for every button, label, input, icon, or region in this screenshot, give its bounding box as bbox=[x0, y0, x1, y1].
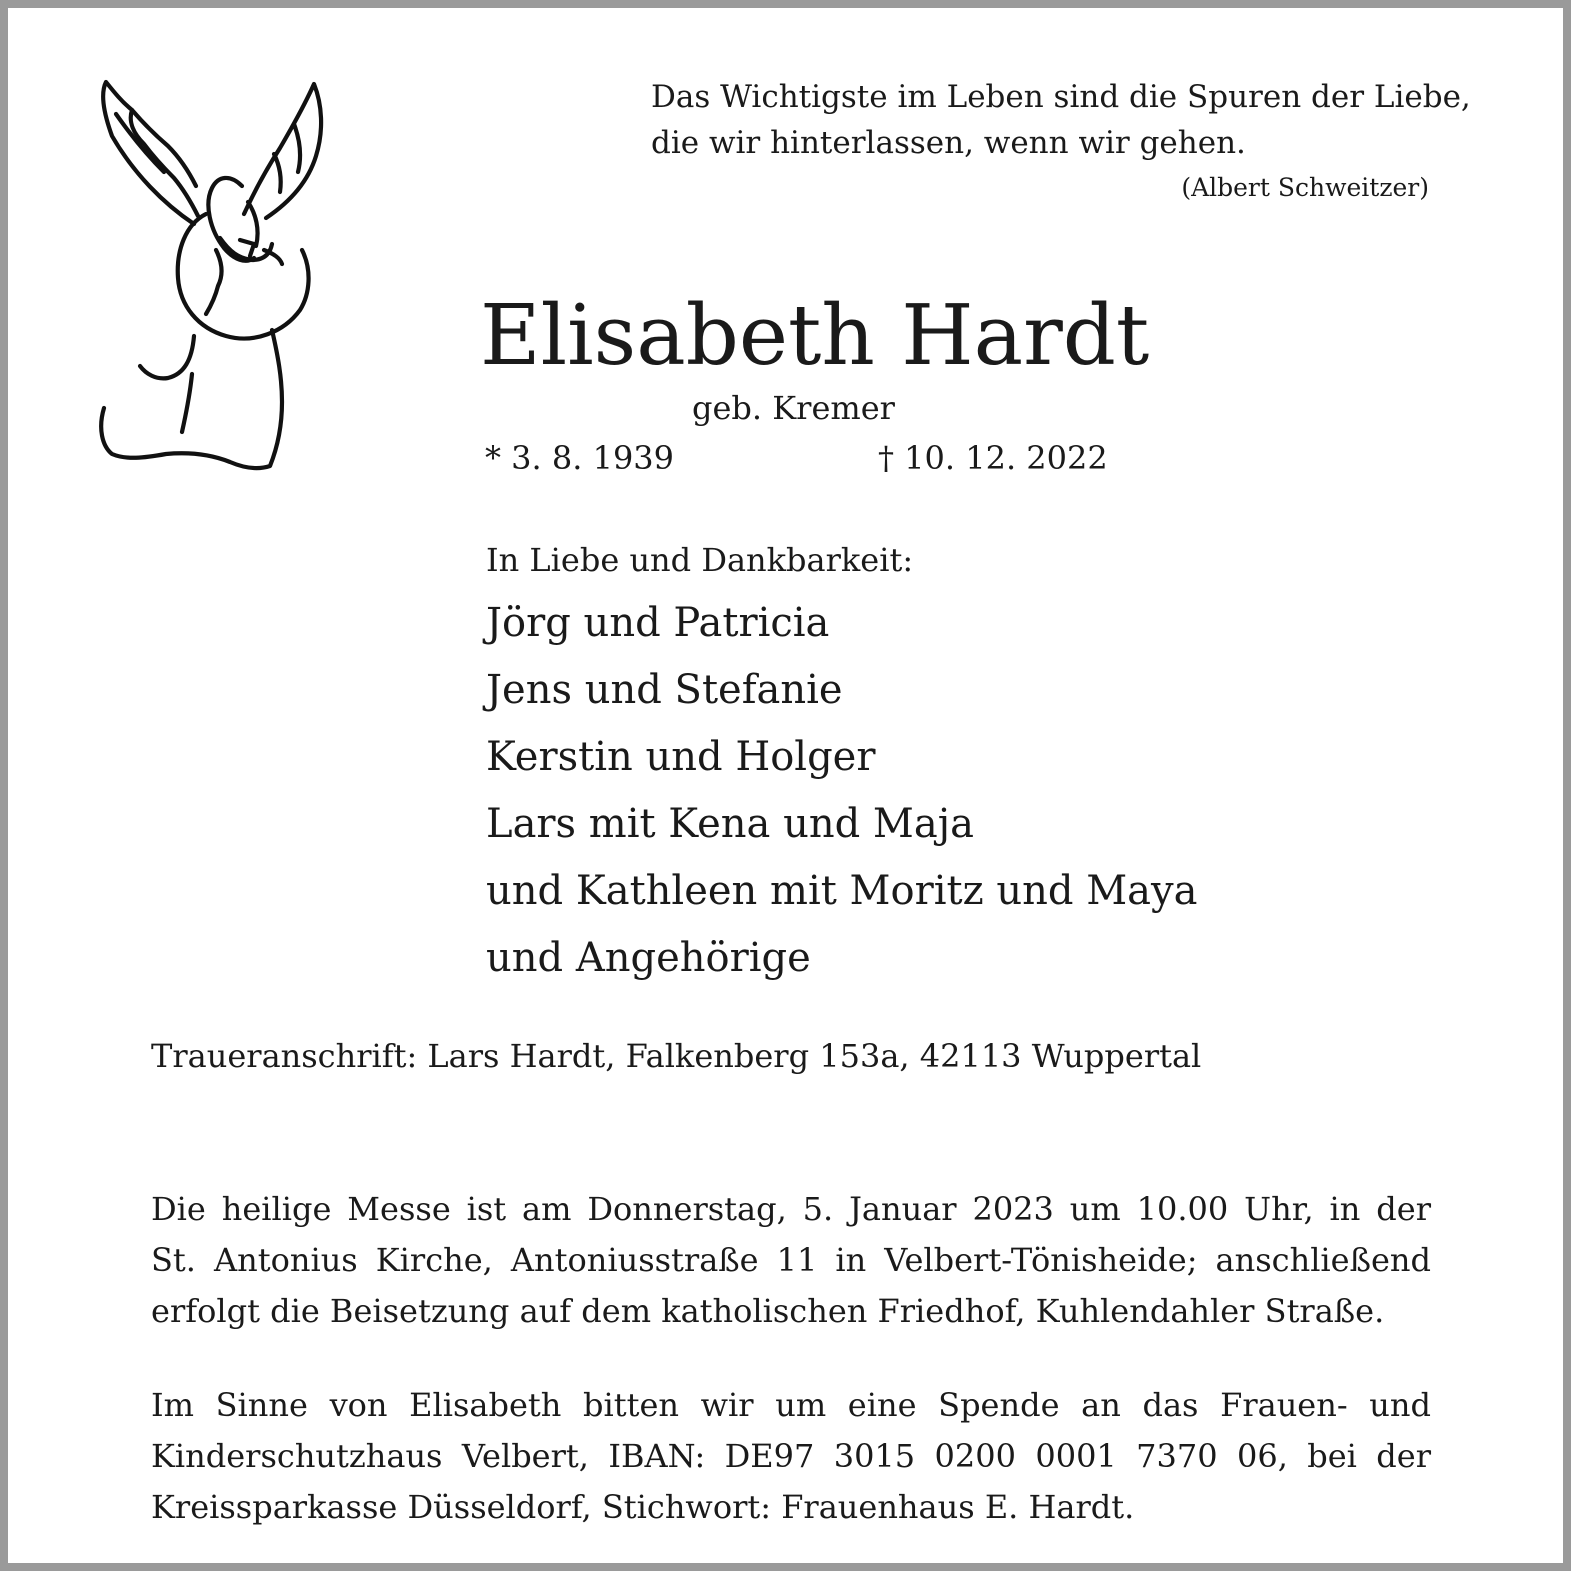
mourner-item: und Angehörige bbox=[486, 935, 811, 981]
donation-paragraph bbox=[151, 1380, 1431, 1533]
thanks-intro: In Liebe und Dankbarkeit: bbox=[486, 541, 914, 579]
mourner-item: Lars mit Kena und Maja bbox=[486, 801, 974, 847]
quote-author: (Albert Schweitzer) bbox=[1181, 173, 1429, 202]
mourner-item: Jens und Stefanie bbox=[486, 667, 843, 713]
deceased-name: Elisabeth Hardt bbox=[480, 287, 1150, 384]
quote-line: Das Wichtigste im Leben sind die Spuren der Liebe, bbox=[651, 79, 1471, 115]
service-line: Die heilige Messe ist am Donnerstag, 5. Januar 2023 um 10.00 Uhr, in der bbox=[151, 1190, 1431, 1228]
mourner-item: Kerstin und Holger bbox=[486, 734, 876, 780]
mourning-address: Traueranschrift: Lars Hardt, Falkenberg 153a, 42113 Wuppertal bbox=[151, 1037, 1202, 1075]
death-date: † 10. 12. 2022 bbox=[878, 439, 1108, 477]
donation-line: Kinderschutzhaus Velbert, IBAN: DE97 3015 0200 0001 7370 06, bei der bbox=[151, 1437, 1431, 1475]
mourner-item: Jörg und Patricia bbox=[486, 600, 830, 646]
quote-line: die wir hinterlassen, wenn wir gehen. bbox=[651, 125, 1246, 161]
service-line: erfolgt die Beisetzung auf dem katholischen Friedhof, Kuhlendahler Straße. bbox=[151, 1292, 1385, 1330]
service-paragraph bbox=[151, 1184, 1431, 1337]
mourner-item: und Kathleen mit Moritz und Maya bbox=[486, 868, 1198, 914]
angel-icon bbox=[94, 74, 330, 476]
donation-line: Kreissparkasse Düsseldorf, Stichwort: Frauenhaus E. Hardt. bbox=[151, 1488, 1135, 1526]
birth-date: * 3. 8. 1939 bbox=[485, 439, 675, 477]
service-line: St. Antonius Kirche, Antoniusstraße 11 in Velbert-Tönisheide; anschließend bbox=[151, 1241, 1431, 1279]
quote-block bbox=[651, 74, 1471, 210]
donation-line: Im Sinne von Elisabeth bitten wir um eine Spende an das Frauen- und bbox=[151, 1386, 1431, 1424]
maiden-name: geb. Kremer bbox=[692, 389, 895, 427]
mourners-list bbox=[486, 590, 1197, 992]
